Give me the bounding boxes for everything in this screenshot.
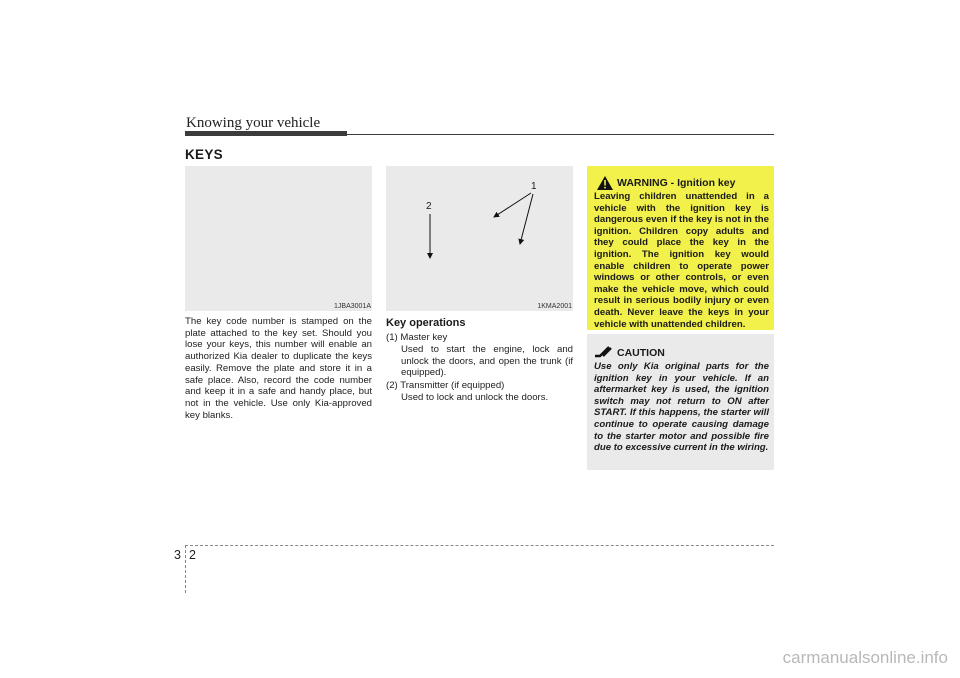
warning-title: WARNING - Ignition key (617, 177, 736, 189)
caution-title: CAUTION (617, 347, 665, 359)
page-number: 2 (189, 548, 196, 562)
caution-box (587, 334, 774, 470)
warning-text: Leaving children unattended in a vehicle with the ignition key is dangerous even if the key is not in the ignition. Children copy adults and they could place the key in the ignition. The ignition key would enable children to operate power windows or other controls, or even make the vehicle move, which could result in serious bodily injury or even death. Never leave the keys in your vehicle with unattended children. (594, 191, 769, 330)
footer-rule (185, 545, 774, 546)
key-operation-item-1-text: Used to start the engine, lock and unlock the doors, and open the trunk (if equipped). (401, 344, 573, 379)
key-code-plate-image (185, 166, 372, 311)
header-accent-bar (185, 131, 347, 136)
chapter-number: 3 (174, 548, 181, 562)
callout-arrow-1b (520, 194, 533, 244)
caution-text: Use only Kia original parts for the ignition key in your vehicle. If an aftermarket key is used, the ignition switch may not return to ON after START. If this happens, the starter will continue to operate causing damage to the starter motor and possible fire due to excessive current in the wiring. (594, 361, 769, 454)
key-operation-item-1-label: (1) Master key (386, 332, 448, 343)
keys-image (386, 166, 573, 311)
callout-label-2: 2 (426, 201, 432, 212)
callout-label-1: 1 (531, 181, 537, 192)
key-operation-item-2-label: (2) Transmitter (if equipped) (386, 380, 505, 391)
image-code-middle: 1KMA2001 (537, 303, 572, 310)
page-header-title: Knowing your vehicle (186, 115, 321, 131)
key-operation-item-2-text: Used to lock and unlock the doors. (401, 392, 549, 403)
key-operations-heading: Key operations (386, 317, 466, 329)
footer-vertical-rule (185, 545, 186, 593)
key-code-paragraph: The key code number is stamped on the plate attached to the key set. Should you lose your keys, this number will enable an authorized Kia dealer to duplicate the keys easily. Remove the plate and store it in a safe place. Also, record the code number and keep it in a safe and handy place, but not in the vehicle. Use only Kia-approved key blanks. (185, 316, 372, 421)
image-code-left: 1JBA3001A (334, 303, 371, 310)
keys-callout-arrows (386, 166, 573, 311)
warning-box (587, 166, 774, 330)
watermark-text: carmanualsonline.info (782, 648, 948, 667)
callout-arrow-1a (494, 193, 531, 217)
section-title: KEYS (185, 147, 223, 162)
